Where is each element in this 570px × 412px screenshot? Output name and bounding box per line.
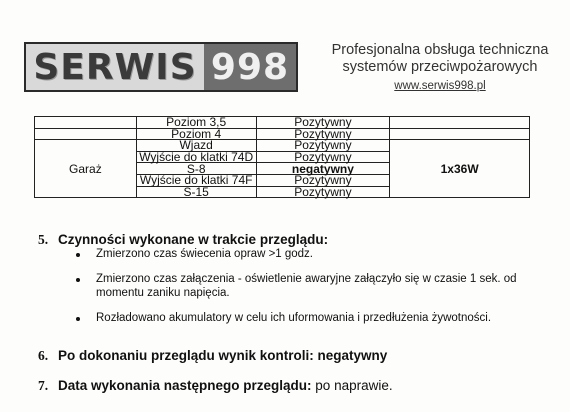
- location-cell: [35, 128, 137, 140]
- logo-number: 998: [204, 44, 296, 90]
- company-logo: [24, 42, 298, 92]
- section-5-heading: [38, 232, 328, 248]
- result-cell: Pozytywny: [256, 128, 390, 140]
- point-cell: Wyjście do klatki 74D: [136, 151, 256, 163]
- note-cell-merged: 1x36W: [390, 140, 530, 198]
- tagline-line-1: Profesjonalna obsługa techniczna: [331, 42, 549, 58]
- result-cell: Pozytywny: [256, 151, 390, 163]
- point-cell: Poziom 3,5: [136, 117, 256, 129]
- result-cell: Pozytywny: [256, 174, 390, 186]
- list-item: Zmierzono czas załączenia - oświetlenie awaryjne załączyło się w czasie 1 sek. od momentu zaniku napięcia.: [72, 272, 542, 300]
- section-number: 6.: [38, 348, 49, 363]
- list-item: Zmierzono czas świecenia opraw >1 godz.: [72, 247, 542, 261]
- result-cell: Pozytywny: [256, 140, 390, 152]
- result-cell-negative: negatywny: [256, 163, 390, 175]
- table-row: [35, 128, 530, 140]
- point-cell: Poziom 4: [136, 128, 256, 140]
- note-cell: [390, 117, 530, 129]
- actions-list: [72, 247, 542, 334]
- point-cell: S-8: [136, 163, 256, 175]
- inspection-table: [34, 116, 530, 198]
- section-7-heading: [38, 378, 393, 394]
- company-tagline: [316, 42, 564, 95]
- logo-word: SERWIS: [33, 46, 197, 88]
- result-cell: Pozytywny: [256, 117, 390, 129]
- section-title: Czynności wykonane w trakcie przeglądu:: [58, 232, 329, 247]
- section-title: Po dokonaniu przeglądu wynik kontroli: negatywny: [58, 348, 388, 363]
- point-cell: Wjazd: [136, 140, 256, 152]
- website-link[interactable]: www.serwis998.pl: [394, 80, 486, 92]
- list-item: Rozładowano akumulatory w celu ich uformowania i przedłużenia żywotności.: [72, 311, 542, 325]
- section-number: 7.: [38, 378, 49, 393]
- point-cell: Wyjście do klatki 74F: [136, 174, 256, 186]
- section-number: 5.: [38, 232, 49, 247]
- note-cell: [390, 128, 530, 140]
- section-6-heading: [38, 348, 387, 364]
- tagline-line-2: systemów przeciwpożarowych: [342, 59, 538, 75]
- section-value: po naprawie.: [311, 378, 393, 393]
- point-cell: S-15: [136, 186, 256, 198]
- section-title: Data wykonania następnego przeglądu:: [58, 378, 312, 393]
- table-row: [35, 140, 530, 152]
- location-cell-garage: Garaż: [35, 140, 137, 198]
- result-cell: Pozytywny: [256, 186, 390, 198]
- location-cell: [35, 117, 137, 129]
- table-row: [35, 117, 530, 129]
